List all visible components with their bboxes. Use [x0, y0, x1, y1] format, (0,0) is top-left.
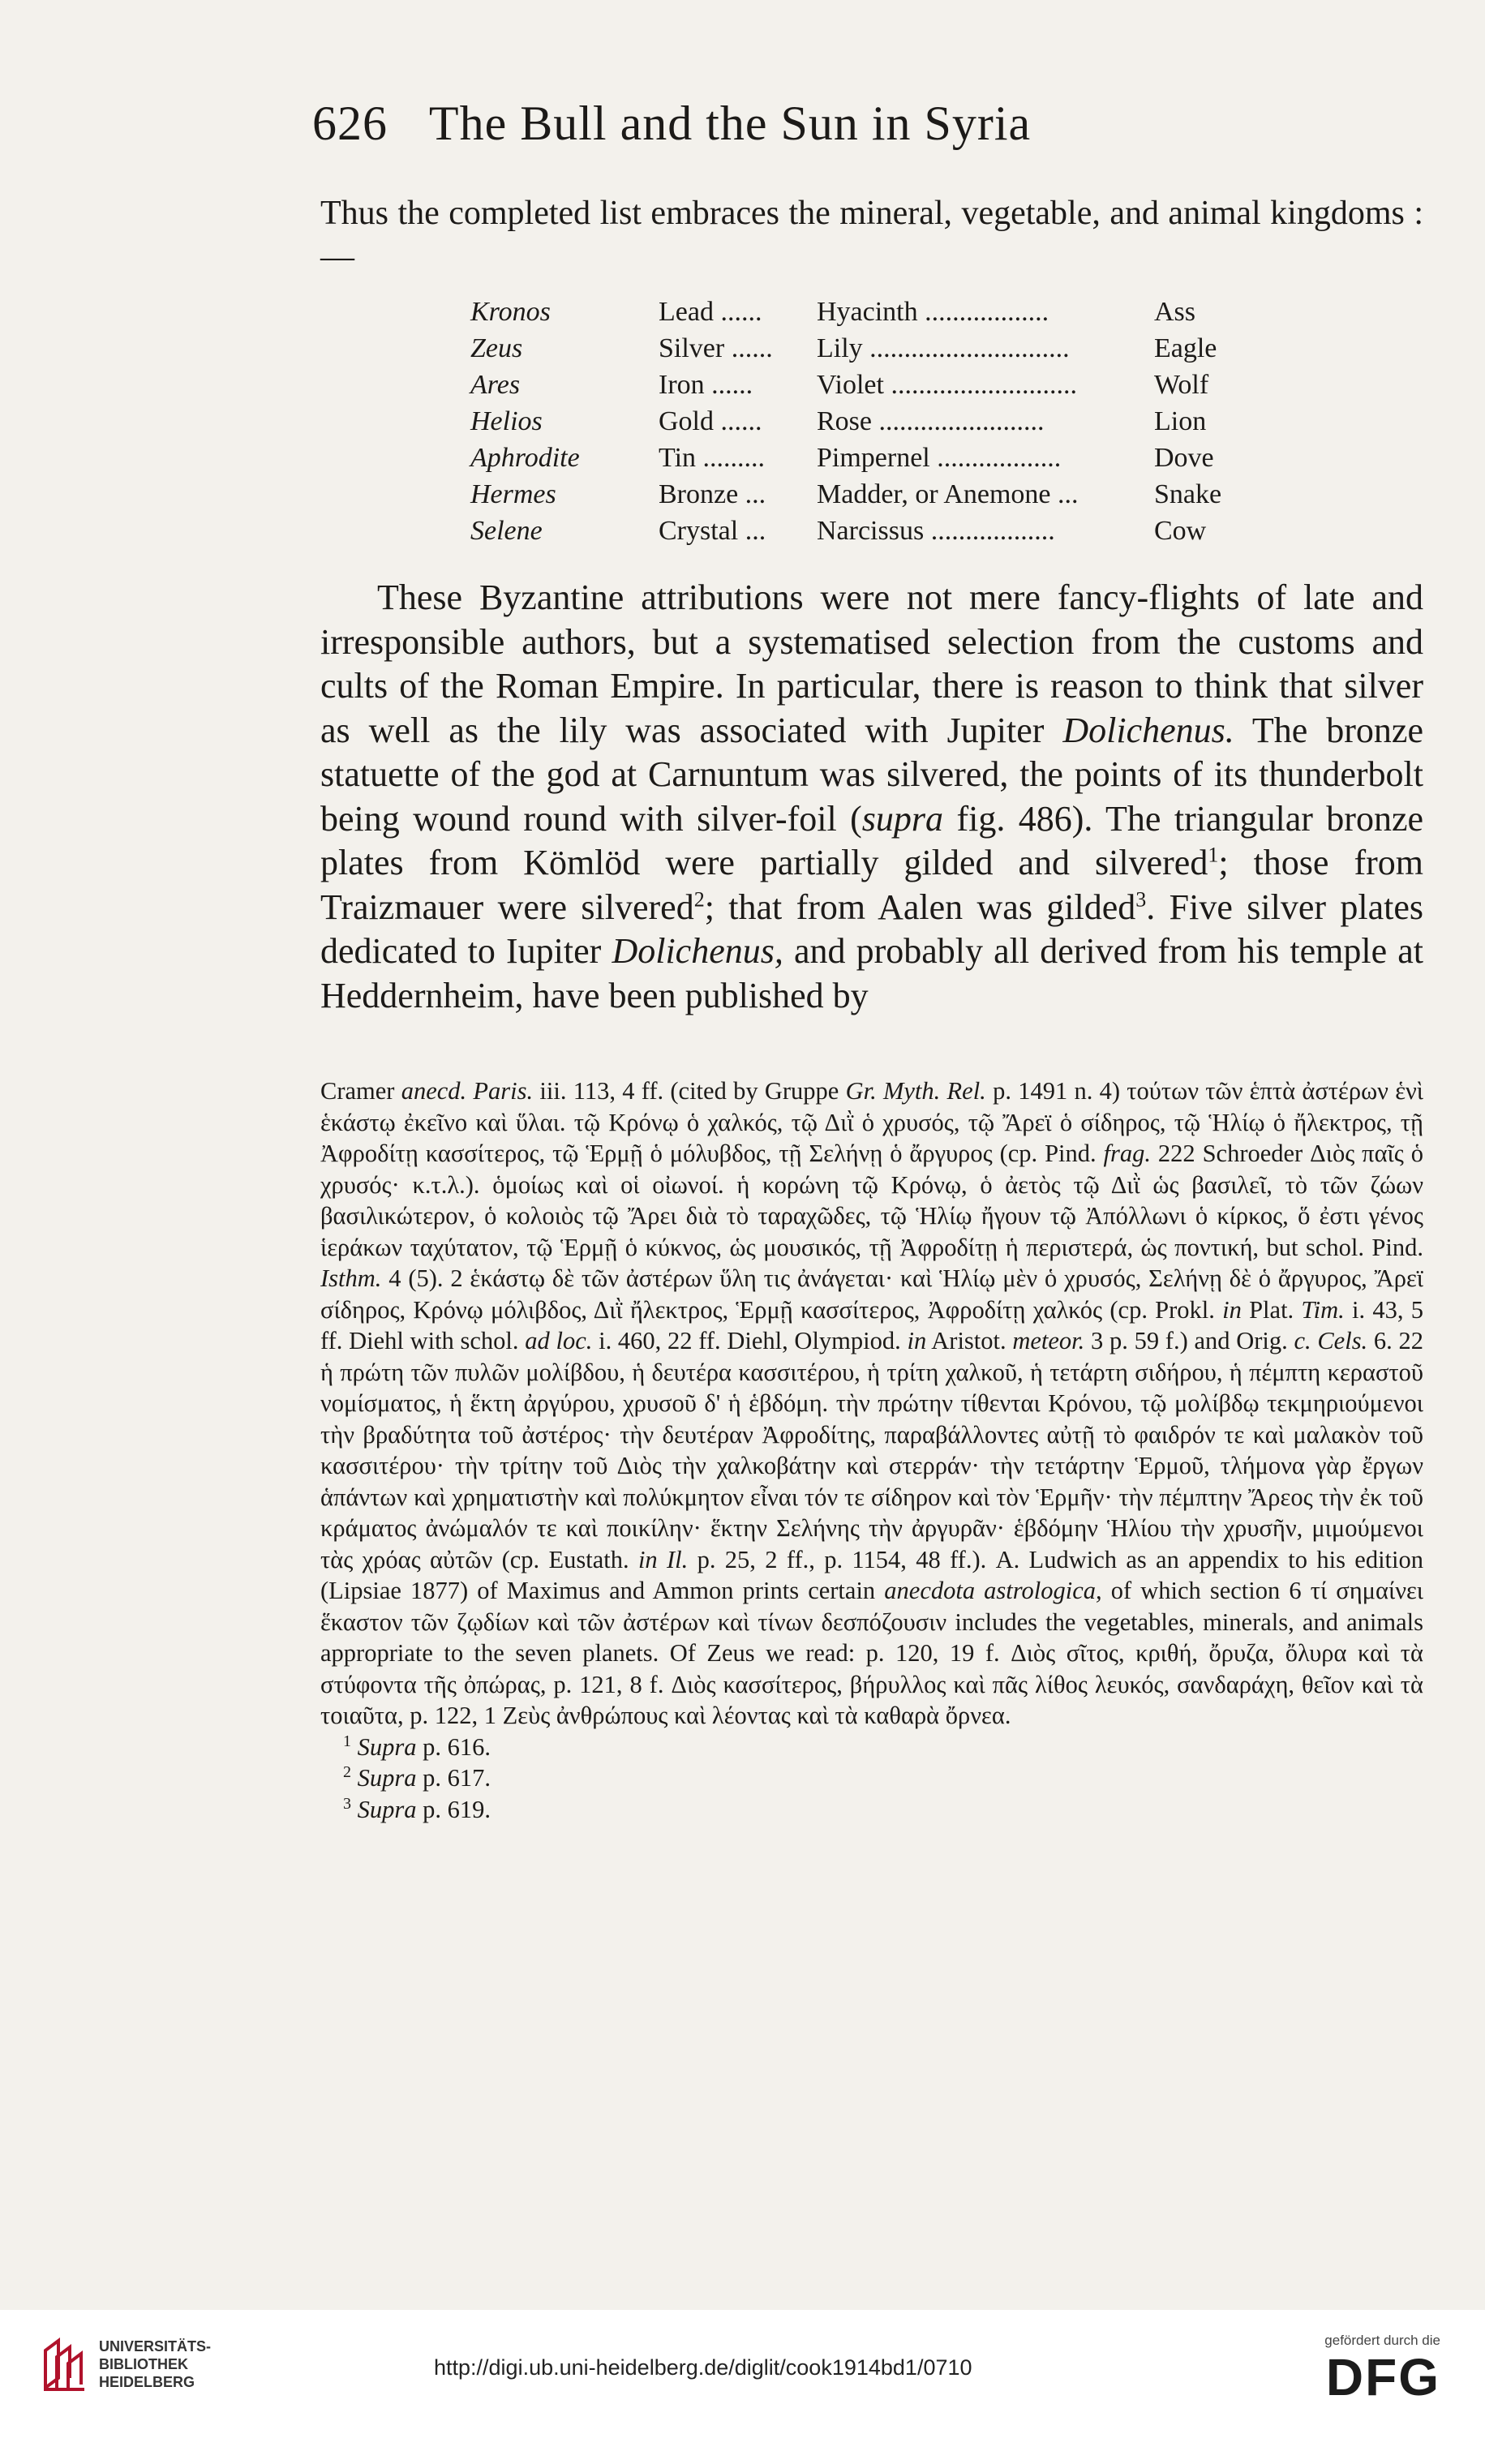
intro-text: Thus the completed list embraces the mineral, vegetable, and animal kingdoms :— — [320, 195, 1423, 276]
metal-name: Iron ...... — [659, 370, 753, 400]
table-row — [470, 333, 1281, 370]
plant-name: Hyacinth .................. — [817, 297, 1049, 327]
library-name: UNIVERSITÄTS- BIBLIOTHEK HEIDELBERG — [99, 2338, 212, 2390]
table-row — [470, 479, 1281, 516]
animal-name: Wolf — [1154, 370, 1209, 400]
animal-name: Dove — [1154, 443, 1214, 473]
table-row — [470, 297, 1281, 333]
funder-note: gefördert durch die — [1324, 2333, 1440, 2348]
funder-name: DFG — [1325, 2348, 1440, 2406]
metal-name: Crystal ... — [659, 516, 766, 546]
animal-name: Eagle — [1154, 333, 1217, 363]
god-name: Selene — [470, 516, 543, 546]
plant-name: Narcissus .................. — [817, 516, 1055, 546]
permalink-url[interactable]: http://digi.ub.uni-heidelberg.de/diglit/cook1914bd1/0710 — [434, 2355, 972, 2380]
running-title: The Bull and the Sun in Syria — [428, 97, 1032, 150]
god-name: Helios — [470, 406, 543, 436]
continued-footnote: Cramer anecd. Paris. iii. 113, 4 ff. (cited by Gruppe Gr. Myth. Rel. p. 1491 n. 4) τούτων τῶν ἑπτὰ ἀστέρων ἑνὶ ἑκάστῳ ἐκεῖνο καὶ ὕλαι. τῷ Κρόνῳ ὁ χαλκός, τῷ Διῒ ὁ χρυσός, τῷ Ἄρεϊ ὁ σίδηρος, τῷ Ἡλίῳ ὁ ἤλεκτρος, τῇ Ἀφροδίτῃ κασσίτερος, τῷ Ἑρμῇ ὁ μόλυβδος, τῇ Σελήνῃ ὁ ἄργυρος (cp. Pind. frag. 222 Schroeder Διὸς παῖς ὁ χρυσός· κ.τ.λ.). ὁμοίως καὶ οἱ οἰωνοί. ἡ κορώνη τῷ Κρόνῳ, ὁ ἀετὸς τῷ Διῒ ὡς βασιλεῖ, τὸ τῶν ζώων βασιλικώτερον, ὁ κολοιὸς τῷ Ἄρει διὰ τὸ ταραχῶδες, τῷ Ἡλίῳ ἤγουν τῷ Ἀπόλλωνι ὁ κίρκος, ὅ ἐστι γένος ἱεράκων ταχύτατον, τῷ Ἑρμῇ ὁ κύκνος, ὡς μουσικός, τῇ Ἀφροδίτῃ ἡ περιστερά, ὡς ποντική, but schol. Pind. Isthm. 4 (5). 2 ἑκάστῳ δὲ τῶν ἀστέρων ὕλη τις ἀνάγεται· καὶ Ἡλίῳ μὲν ὁ χρυσός, Σελήνῃ δὲ ὁ ἄργυρος, Ἄρεϊ σίδηρος, Κρόνῳ μόλιβδος, Διῒ ἤλεκτρος, Ἑρμῇ κασσίτερος, Ἀφροδίτῃ χαλκός (cp. Prokl. in Plat. Tim. i. 43, 5 ff. Diehl with schol. ad loc. i. 460, 22 ff. Diehl, Olympiod. in Aristot. meteor. 3 p. 59 f.) and Orig. c. Cels. 6. 22 ἡ πρώτη τῶν πυλῶν μολίβδου, ἡ δευτέρα κασσιτέρου, ἡ τρίτη χαλκοῦ, ἡ τετάρτη σιδήρου, ἡ πέμπτη κεραστοῦ νομίσματος, ἡ ἕκτη ἀργύρου, χρυσοῦ δ' ἡ ἑβδόμη. τὴν πρώτην τίθενται Κρόνου, τῷ μολίβδῳ τεκμηριούμενοι τὴν βραδύτητα τοῦ ἀστέρος· τὴν δευτέραν Ἀφροδίτης, παραβάλλοντες αὐτῇ τὸ φαιδρόν τε καὶ μαλακὸν τοῦ κασσιτέρου· τὴν τρίτην τοῦ Διὸς τὴν χαλκοβάτην καὶ στερράν· τὴν τετάρτην Ἑρμοῦ, τλήμονα γὰρ ἔργων ἁπάντων καὶ χρηματιστὴν καὶ πολύκμητον εἶναι τόν τε σίδηρον καὶ τὸν Ἑρμῆν· τὴν πέμπτην Ἄρεος τὴν ἐκ τοῦ κράματος ἀνώμαλόν τε καὶ ποικίλην· ἕκτην Σελήνης τὴν ἀργυρᾶν· ἑβδόμην Ἡλίου τὴν χρυσῆν, μιμούμενοι τὰς χρόας αὐτῶν (cp. Eustath. in Il. p. 25, 2 ff., p. 1154, 48 ff.). A. Ludwich as an appendix to his edition (Lipsiae 1877) of Maximus and Ammon prints certain anecdota astrologica, of which section 6 τί σημαίνει ἕκαστον τῶν ζῳδίων καὶ τῶν ἀστέρων καὶ τίνων δεσπόζουσιν includes the vegetables, minerals, and animals appropriate to the seven planets. Of Zeus we read: p. 120, 19 f. Διὸς σῖτος, κριθή, ὄρυζα, ὄλυρα καὶ τὰ στύφοντα τῆς ὀπώρας, p. 121, 8 f. Διὸς κασσίτερος, βήρυλλος καὶ πᾶς λίθος λευκός, σανδαράχη, θεῖον καὶ τὰ τοιαῦτα, p. 122, 1 Ζεὺς ἀνθρώπους καὶ λέοντας καὶ τὰ καθαρὰ ὄρνεα. — [320, 1077, 1424, 1729]
metal-name: Lead ...... — [659, 297, 762, 327]
god-name: Ares — [470, 370, 521, 400]
plant-name: Madder, or Anemone ... — [817, 479, 1079, 509]
footnotes — [320, 1075, 1423, 1825]
digitization-footer — [0, 2310, 1485, 2464]
footnote-ref: 3 — [1135, 886, 1147, 911]
table-row — [470, 443, 1281, 479]
library-logo[interactable] — [41, 2336, 211, 2393]
footnote-ref: 2 — [693, 886, 705, 911]
animal-name: Cow — [1154, 516, 1207, 546]
table-row — [470, 516, 1281, 552]
animal-name: Snake — [1154, 479, 1222, 509]
planet-table — [470, 297, 1281, 552]
footnote-ref: 1 — [1208, 843, 1219, 867]
god-name: Hermes — [470, 479, 556, 509]
metal-name: Silver ...... — [659, 333, 773, 363]
footnote-3: $^3$ Supra p. 619. — [343, 1794, 491, 1823]
body-text: These Byzantine attributions were not mere fancy-flights of late and irresponsible authors, but a systematised selection from the customs and cults of the Roman Empire. In particular, there is reason to think that silver as well as the lily was associated with Jupiter Dolichenus. The bronze statuette of the god at Carnuntum was silvered, the points of its thunderbolt being wound round with silver-foil (supra fig. 486). The triangular bronze plates from Kömlöd were partially gilded and silvered$^1$; those from Traizmauer were silvered$^2$; that from Aalen was gilded$^3$. Five silver plates dedicated to Iupiter Dolichenus, and probably all derived from his temple at Heddernheim, have been published by — [320, 577, 1424, 1015]
god-name: Aphrodite — [470, 443, 580, 473]
god-name: Kronos — [470, 297, 551, 327]
metal-name: Tin ......... — [659, 443, 766, 473]
god-name: Zeus — [470, 333, 523, 363]
table-row — [470, 406, 1281, 443]
plant-name: Pimpernel .................. — [817, 443, 1062, 473]
metal-name: Gold ...... — [659, 406, 762, 436]
plant-name: Rose ........................ — [817, 406, 1045, 436]
library-mark-icon — [41, 2336, 89, 2393]
footnote-2: $^2$ Supra p. 617. — [343, 1762, 491, 1792]
plant-name: Lily ............................. — [817, 333, 1070, 363]
page-number: 626 — [312, 97, 388, 150]
funder-logo[interactable] — [1324, 2333, 1440, 2406]
body-paragraph — [320, 576, 1423, 1018]
table-row — [470, 370, 1281, 406]
animal-name: Lion — [1154, 406, 1207, 436]
plant-name: Violet ........................... — [817, 370, 1077, 400]
animal-name: Ass — [1154, 297, 1196, 327]
running-header — [312, 96, 1431, 152]
intro-paragraph — [320, 191, 1423, 279]
footnote-1: $^1$ Supra p. 616. — [343, 1732, 491, 1761]
metal-name: Bronze ... — [659, 479, 766, 509]
